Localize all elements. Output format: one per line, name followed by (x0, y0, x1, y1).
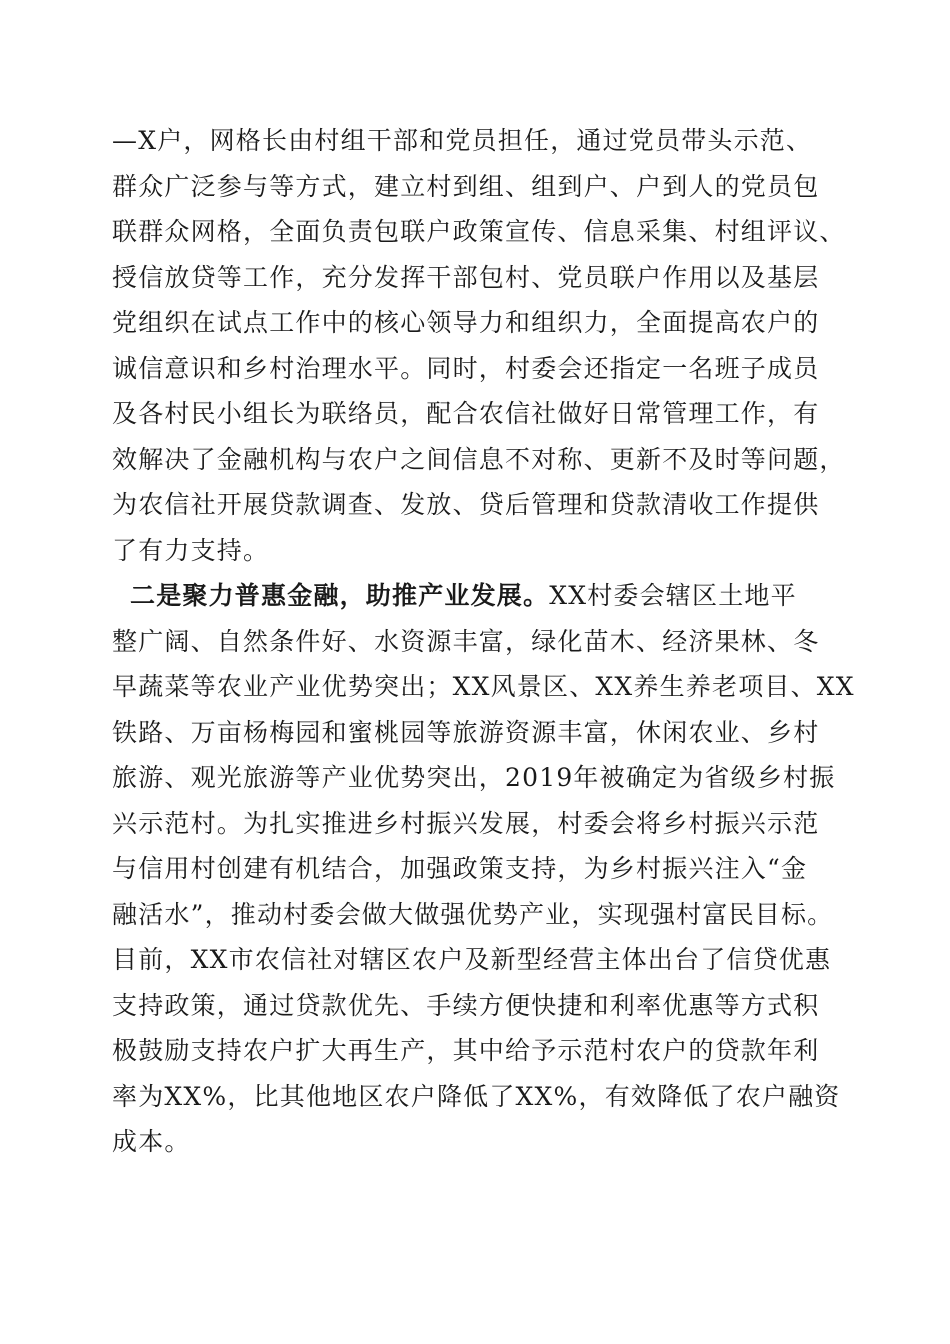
text-line: 群众广泛参与等方式，建立村到组、组到户、户到人的党员包 (112, 171, 820, 201)
text-line: —X户，网格长由村组干部和党员担任，通过党员带头示范、 (112, 126, 813, 155)
text-line: 了有力支持。 (112, 535, 270, 565)
text-run: XX村委会辖区土地平 (549, 581, 797, 610)
text-line: 目前，XX市农信社对辖区农户及新型经营主体出台了信贷优惠 (112, 945, 832, 974)
text-line: 联群众网格，全面负责包联户政策宣传、信息采集、村组评议、 (112, 217, 846, 246)
text-line: 授信放贷等工作，充分发挥干部包村、党员联户作用以及基层 (112, 262, 820, 292)
text-line: 早蔬菜等农业产业优势突出；XX风景区、XX养生养老项目、XX (112, 672, 855, 701)
text-line: 融活水”，推动村委会做大做强优势产业，实现强村富民目标。 (112, 899, 834, 929)
text-line: 铁路、万亩杨梅园和蜜桃园等旅游资源丰富，休闲农业、乡村 (112, 717, 820, 747)
text-line: 整广阔、自然条件好、水资源丰富，绿化苗木、经济果林、冬 (112, 626, 820, 656)
text-line: 支持政策，通过贷款优先、手续方便快捷和利率优惠等方式积 (112, 990, 820, 1020)
paragraph-heading: 二是聚力普惠金融，助推产业发展。 (130, 581, 550, 610)
text-line: 兴示范村。为扎实推进乡村振兴发展，村委会将乡村振兴示范 (112, 808, 820, 838)
paragraph-2 (112, 573, 855, 1165)
paragraph-1 (112, 118, 852, 573)
text-line: 党组织在试点工作中的核心领导力和组织力，全面提高农户的 (112, 308, 820, 337)
text-line: 率为XX%，比其他地区农户降低了XX%，有效降低了农户融资 (112, 1081, 841, 1111)
text-line: 极鼓励支持农户扩大再生产，其中给予示范村农户的贷款年利 (112, 1036, 820, 1065)
text-line: 诚信意识和乡村治理水平。同时，村委会还指定一名班子成员 (112, 353, 820, 383)
text-line: 为农信社开展贷款调查、发放、贷后管理和贷款清收工作提供 (112, 490, 820, 519)
text-line: 旅游、观光旅游等产业优势突出，2019年被确定为省级乡村振 (112, 763, 836, 792)
text-line: 成本。 (112, 1127, 191, 1156)
text-line: 效解决了金融机构与农户之间信息不对称、更新不及时等问题， (112, 444, 846, 474)
text-line: 及各村民小组长为联络员，配合农信社做好日常管理工作，有 (112, 399, 820, 428)
body-text (112, 118, 855, 1165)
paragraph-2-first-line (112, 573, 852, 619)
text-line: 与信用村创建有机结合，加强政策支持，为乡村振兴注入“金 (112, 854, 808, 883)
